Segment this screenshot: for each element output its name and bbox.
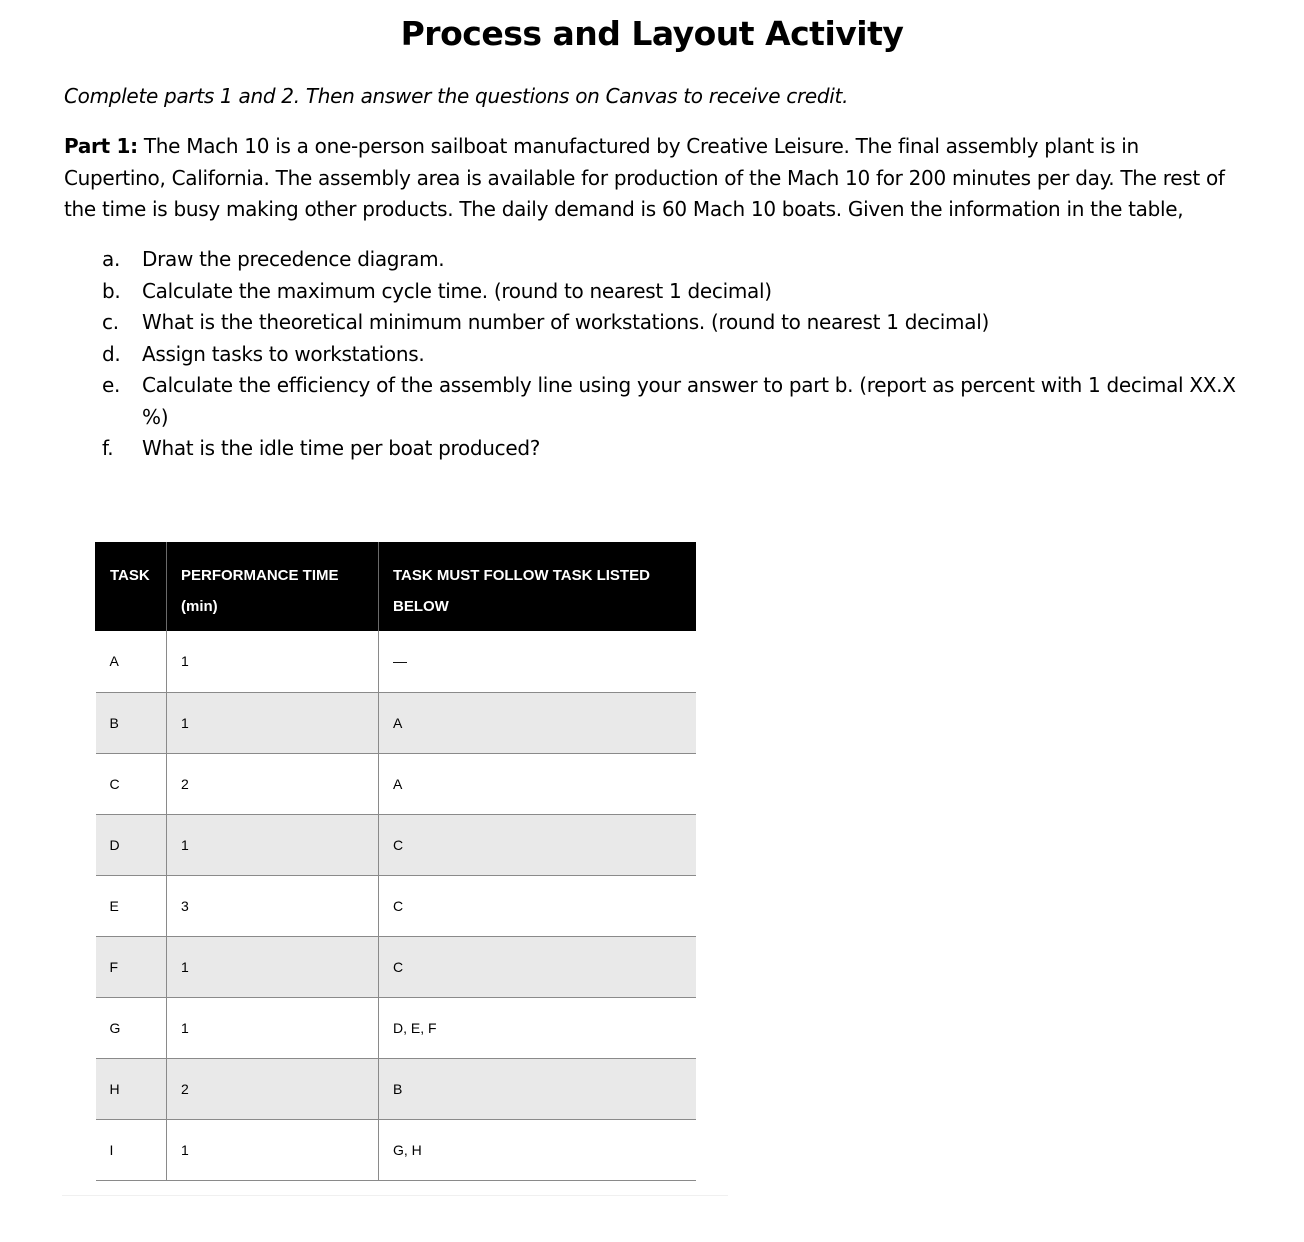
predecessor-cell: C [379,936,697,997]
question-marker: f. [102,436,114,460]
task-cell: D [96,814,167,875]
task-cell: G [96,997,167,1058]
task-cell: E [96,875,167,936]
question-item [102,370,1237,433]
question-marker: e. [102,373,121,397]
task-cell: C [96,753,167,814]
header-predecessor [379,542,697,631]
question-item [102,339,1237,371]
time-cell: 1 [167,631,379,692]
question-text: Draw the precedence diagram. [142,247,445,271]
question-marker: b. [102,278,121,303]
question-item [102,276,1237,308]
part1-text: The Mach 10 is a one-person sailboat manufactured by Creative Leisure. The final assembly plant is in Cupertino, California. The assembly area is available for production of the Mach 10 for 200 minutes per day. The rest of the time is busy making other products. The daily demand is 60 Mach 10 boats. Given the information in the table, [64,134,1225,221]
part1-paragraph [64,131,1244,226]
time-cell: 1 [167,1119,379,1180]
predecessor-cell: A [379,692,697,753]
header-follow-line1: TASK MUST FOLLOW TASK LISTED [393,567,650,584]
task-table [95,542,696,1181]
header-time-line2: (min) [181,598,218,615]
divider [62,1195,728,1196]
header-task [96,542,167,631]
task-cell: I [96,1119,167,1180]
table-row [96,814,697,875]
question-item [102,433,1237,465]
header-performance-time [167,542,379,631]
header-task-label: TASK [110,567,150,584]
question-text: Assign tasks to workstations. [142,341,425,366]
task-cell: A [96,631,167,692]
table-header-row [96,542,697,631]
question-marker: d. [102,341,121,366]
table-row [96,875,697,936]
predecessor-cell: B [379,1058,697,1119]
question-text: What is the idle time per boat produced? [142,436,541,460]
predecessor-cell: C [379,814,697,875]
time-cell: 2 [167,753,379,814]
question-item [102,307,1237,339]
time-cell: 1 [167,692,379,753]
predecessor-cell: G, H [379,1119,697,1180]
table-row [96,936,697,997]
intro-instructions: Complete parts 1 and 2. Then answer the questions on Canvas to receive credit. [64,84,849,108]
task-cell: F [96,936,167,997]
time-cell: 3 [167,875,379,936]
table-row [96,631,697,692]
time-cell: 1 [167,814,379,875]
time-cell: 1 [167,936,379,997]
part1-lead: Part 1: [64,134,138,158]
table-row [96,753,697,814]
table-row [96,1119,697,1180]
question-text: What is the theoretical minimum number of workstations. (round to nearest 1 decimal) [142,310,989,334]
question-list [102,244,1237,465]
question-text: Calculate the efficiency of the assembly line using your answer to part b. (report as percent with 1 decimal XX.X %) [142,373,1236,429]
table-row [96,692,697,753]
predecessor-cell: C [379,875,697,936]
header-follow-line2: BELOW [393,598,449,615]
table-row [96,997,697,1058]
task-cell: B [96,692,167,753]
question-text: Calculate the maximum cycle time. (round to nearest 1 decimal) [142,278,772,303]
time-cell: 2 [167,1058,379,1119]
predecessor-cell: — [379,631,697,692]
table-row [96,1058,697,1119]
header-time-line1: PERFORMANCE TIME [181,567,339,584]
task-cell: H [96,1058,167,1119]
predecessor-cell: D, E, F [379,997,697,1058]
predecessor-cell: A [379,753,697,814]
question-item [102,244,1237,276]
page-title: Process and Layout Activity [400,14,904,53]
question-marker: c. [102,310,119,334]
time-cell: 1 [167,997,379,1058]
question-marker: a. [102,247,121,271]
